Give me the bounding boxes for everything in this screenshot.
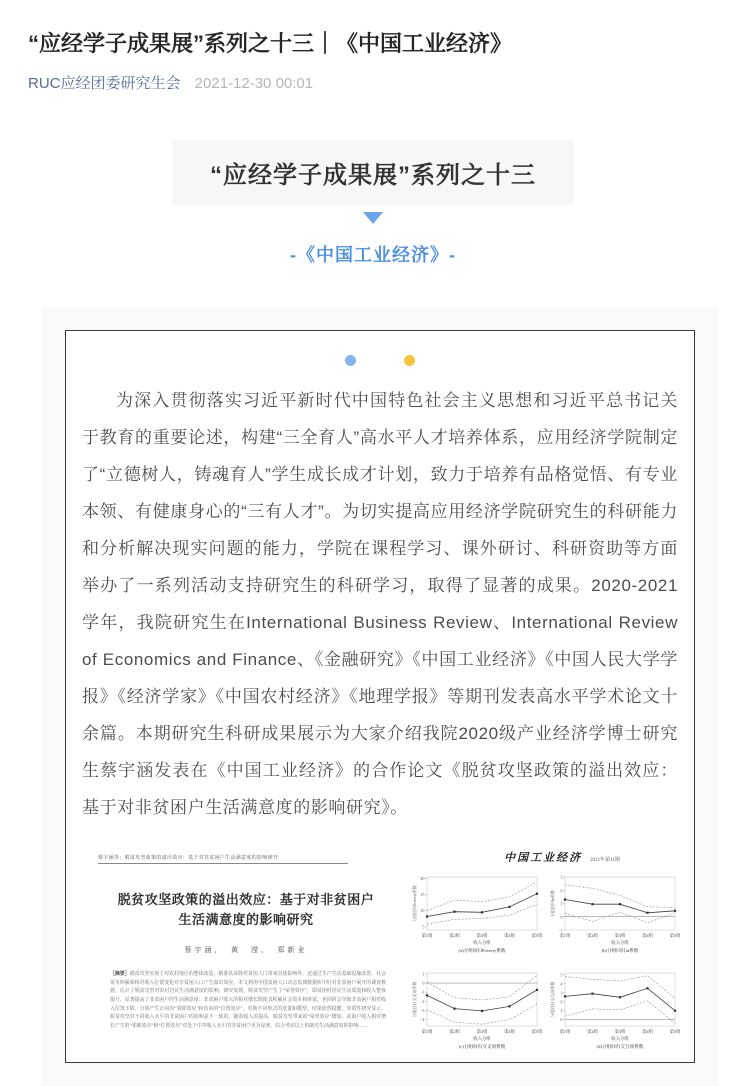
svg-text:1: 1 [560, 1007, 563, 1013]
paper-title: 脱贫攻坚政策的溢出效应：基于对非贫困户 生活满意度的影响研究 [117, 891, 375, 928]
svg-text:收入分组: 收入分组 [473, 939, 491, 945]
svg-text:5: 5 [560, 971, 563, 977]
paper-abstract: ［摘要］脱贫攻坚实现了对农村地区的整体改造，精准扶贫除对贫困人口带来直接影响外，还通过生产生活基础设施改善、社会资本积累和相对收入位置变化对非贫困人口产生溢出效应。本文利用中国贫困人口动态监测数据库中针对非贫困户展开的调查数据，估计了脱贫攻坚对农村居民生活满意度的影响。研究发现，脱贫攻坚产生了“荣誉效应”，即贫困村居民生活质量和收入整体提升，显著提高了非贫困户的生活满意度；非贫困户收入的相对增长既使其积累社会资本和财富，也同时会导致非贫困户相对收入位置下降，分别产生正向的“邻睦效应”和负向的“位置效应”，更换不同形式的变量和模型，结果依然稳健。异质性研究显示，脱贫攻坚对不同收入水平的非贫困户的影响是不一致的，随着收入的提高，脱贫攻坚带来的“荣誉效应”增加，贫困户收入相对增长产生的“邻睦效应”和“位置效应”对处于中等收入水平的非贫困户更为显著。综合考虑以上机制对生活满意度的影响…… [110, 972, 386, 1029]
svg-text:(c)分组回归交叉项系数: (c)分组回归交叉项系数 [458, 1043, 506, 1049]
svg-text:-1: -1 [421, 989, 425, 995]
svg-text:收入分组: 收入分组 [611, 1035, 629, 1041]
headline-section [0, 140, 746, 267]
svg-text:-4: -4 [421, 1016, 425, 1022]
svg-text:第4组: 第4组 [642, 1028, 653, 1034]
svg-text:第2组: 第2组 [449, 932, 460, 938]
mini-line-chart-d [548, 968, 680, 1062]
svg-text:(a)分组回归Poverty系数: (a)分组回归Poverty系数 [458, 947, 506, 953]
svg-text:第1组: 第1组 [421, 932, 433, 938]
decorative-dots [80, 355, 680, 366]
svg-text:10: 10 [420, 907, 425, 913]
paper-image[interactable] [80, 840, 680, 1062]
mini-line-chart-c [410, 968, 542, 1062]
svg-text:1: 1 [560, 900, 563, 906]
svg-text:第2组: 第2组 [587, 1028, 598, 1034]
triangle-down-icon [363, 212, 383, 224]
svg-text:4: 4 [560, 980, 563, 986]
paper-running-head: 蔡宇涵等：脱贫攻坚政策的溢出效应：基于对非贫困户生活满意度的影响研究 [98, 854, 348, 864]
svg-text:第4组: 第4组 [504, 932, 515, 938]
svg-text:(d)分组回归交互项系数: (d)分组回归交互项系数 [596, 1043, 644, 1049]
svg-text:-3: -3 [421, 1007, 425, 1013]
svg-text:分组回归交叉项系数: 分组回归交叉项系数 [412, 981, 417, 1018]
svg-text:5: 5 [422, 923, 425, 929]
svg-text:20: 20 [420, 875, 425, 881]
account-link[interactable]: RUC应经团委研究生会 [28, 74, 181, 92]
publish-time: 2021-12-30 00:01 [194, 74, 314, 92]
svg-text:第3组: 第3组 [476, 1028, 488, 1034]
svg-text:分组回归Poverty系数: 分组回归Poverty系数 [412, 884, 417, 922]
journal-issue: 2021年第11期 [590, 857, 620, 863]
svg-text:3: 3 [560, 989, 563, 995]
article-paragraph: 为深入贯彻落实习近平新时代中国特色社会主义思想和习近平总书记关于教育的重要论述，构建“三全育人”高水平人才培养体系，应用经济学院制定了“立德树人，铸魂育人”学生成长成才计划，致力于培养有品格觉悟、有专业本领、有健康身心的“三有人才”。为切实提高应用经济学院研究生的科研能力和分析解决现实问题的能力，学院在课程学习、课外研讨、科研资助等方面举办了一系列活动支持研究生的科研学习，取得了显著的成果。2020-2021学年，我院研究生在International Business Review、International Review of Economics and Finance、《金融研究》《中国工业经济》《中国人民大学学报》《经济学家》《中国农村经济》《地理学报》等期刊发表高水平学术论文十余篇。本期研究生科研成果展示为大家介绍我院2020级产业经济学博士研究生蔡宇涵发表在《中国工业经济》的合作论文《脱贫攻坚政策的溢出效应：基于对非贫困户生活满意度的影响研究》。 [82, 390, 678, 817]
svg-text:3: 3 [560, 874, 563, 880]
mini-line-chart-a [410, 872, 542, 966]
svg-text:第1组: 第1组 [559, 1028, 571, 1034]
svg-text:第2组: 第2组 [449, 1028, 460, 1034]
svg-text:第3组: 第3组 [614, 932, 626, 938]
svg-text:第5组: 第5组 [531, 932, 543, 938]
journal-logo: 中国工业经济 [504, 851, 583, 864]
svg-text:第4组: 第4组 [642, 932, 653, 938]
mini-line-chart-b [548, 872, 680, 966]
svg-text:第5组: 第5组 [669, 1028, 681, 1034]
paper-left-page [80, 840, 404, 1062]
svg-text:1: 1 [422, 971, 425, 977]
svg-text:2: 2 [560, 998, 563, 1004]
blue-dot-icon [345, 355, 356, 366]
svg-text:-2: -2 [421, 998, 425, 1004]
journal-header [444, 848, 680, 866]
svg-text:收入分组: 收入分组 [473, 1035, 491, 1041]
svg-text:2: 2 [560, 887, 563, 893]
paper-authors: 蔡宇涵， 黄 滢， 郑新业 [184, 946, 308, 955]
svg-text:分组回归ln系数: 分组回归ln系数 [550, 889, 555, 917]
svg-text:第2组: 第2组 [587, 932, 598, 938]
svg-text:(b)分组回归ln系数: (b)分组回归ln系数 [601, 947, 639, 953]
svg-text:分组回归交互项系数: 分组回归交互项系数 [550, 981, 555, 1018]
svg-text:-1: -1 [559, 927, 563, 933]
page-title: “应经学子成果展”系列之十三｜《中国工业经济》 [28, 31, 513, 56]
svg-text:0: 0 [422, 980, 425, 986]
paper-right-page [404, 840, 680, 1062]
svg-text:第1组: 第1组 [421, 1028, 433, 1034]
headline-banner: “应经学子成果展”系列之十三 [172, 140, 574, 205]
wechat-article-page [0, 30, 746, 1049]
svg-text:0: 0 [560, 913, 563, 919]
content-outer-panel [42, 307, 718, 1086]
svg-text:0: 0 [560, 1016, 563, 1022]
svg-text:第5组: 第5组 [531, 1028, 543, 1034]
svg-text:15: 15 [420, 891, 425, 897]
content-bordered-box [65, 330, 695, 1063]
svg-text:第4组: 第4组 [504, 1028, 515, 1034]
svg-text:收入分组: 收入分组 [611, 939, 629, 945]
svg-text:第3组: 第3组 [476, 932, 488, 938]
yellow-dot-icon [404, 355, 415, 366]
svg-text:第3组: 第3组 [614, 1028, 626, 1034]
svg-text:第1组: 第1组 [559, 932, 571, 938]
headline-subtitle: -《中国工业经济》- [290, 244, 456, 265]
svg-text:第5组: 第5组 [669, 932, 681, 938]
byline [28, 72, 718, 93]
mini-charts-grid [410, 872, 680, 1062]
